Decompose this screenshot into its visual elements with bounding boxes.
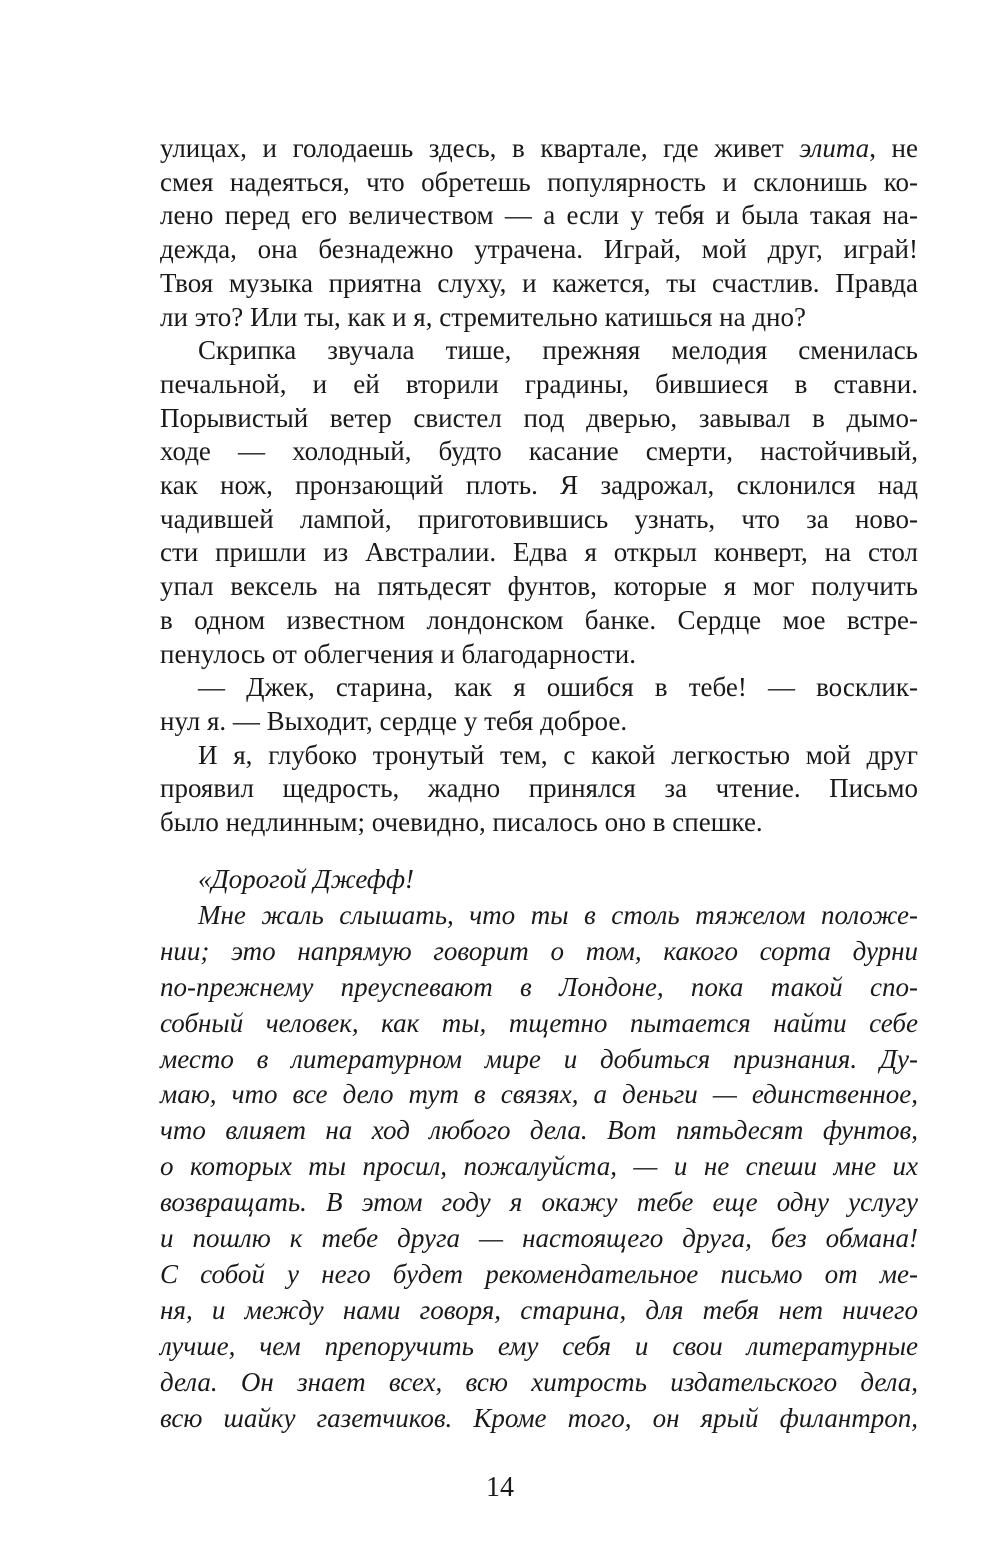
text-line: Порывистый ветер свистел под дверью, завывал в дымо- bbox=[160, 402, 918, 433]
letter-line: по-прежнему преуспевают в Лондоне, пока такой спо- bbox=[160, 971, 918, 1002]
italic-word: элита bbox=[799, 133, 870, 163]
text-line: сти пришли из Австралии. Едва я открыл конверт, на стол bbox=[160, 537, 918, 568]
letter-line: С собой у него будет рекомендательное письмо от ме- bbox=[160, 1258, 918, 1289]
text-line: Скрипка звучала тише, прежняя мелодия сменилась bbox=[198, 335, 918, 366]
letter-line: «Дорогой Джефф! bbox=[198, 864, 415, 894]
text-segment: улицах, и голодаешь здесь, в квартале, где живет bbox=[160, 133, 800, 163]
text-line: в одном известном лондонском банке. Сердце мое встре- bbox=[160, 604, 918, 635]
letter-line: ня, и между нами говоря, старина, для тебя нет ничего bbox=[160, 1294, 918, 1325]
text-line: проявил щедрость, жадно принялся за чтение. Письмо bbox=[160, 773, 918, 804]
text-line: как нож, пронзающий плоть. Я задрожал, склонился над bbox=[160, 470, 918, 500]
text-segment: , не bbox=[869, 133, 918, 163]
letter-line: лучше, чем препоручить ему себя и свои литературные bbox=[160, 1330, 918, 1361]
text-line: дежда, она безнадежно утрачена. Играй, мой друг, играй! bbox=[160, 234, 918, 265]
text-line bbox=[160, 132, 918, 165]
letter-line: и пошлю к тебе друга — настоящего друга, без обмана! bbox=[160, 1223, 918, 1253]
text-line: чадившей лампой, приготовившись узнать, что за ново- bbox=[160, 503, 918, 534]
text-line: печальной, и ей вторили градины, бившиеся в ставни. bbox=[160, 368, 918, 399]
letter-line: нии; это напрямую говорит о том, какого сорта дурни bbox=[160, 935, 918, 966]
text-line: Твоя музыка приятна слуху, и кажется, ты счастлив. Правда bbox=[160, 267, 918, 298]
text-line: упал вексель на пятьдесят фунтов, которые я мог получить bbox=[160, 571, 918, 602]
letter-line: возвращать. В этом году я окажу тебе еще одну услугу bbox=[160, 1187, 918, 1218]
letter-line: место в литературном мире и добиться признания. Ду- bbox=[160, 1043, 918, 1074]
text-line: — Джек, старина, как я ошибся в тебе! — восклик- bbox=[198, 672, 918, 703]
text-line: пенулось от облегчения и благодарности. bbox=[160, 638, 636, 669]
text-line: ходе — холодный, будто касание смерти, настойчивый, bbox=[160, 436, 918, 467]
letter-line: собный человек, как ты, тщетно пытается найти себе bbox=[160, 1007, 918, 1038]
text-line: было недлинным; очевидно, писалось оно в спешке. bbox=[160, 807, 763, 837]
letter-line: что влияет на ход любого дела. Вот пятьдесят фунтов, bbox=[160, 1115, 918, 1146]
text-line: И я, глубоко тронутый тем, с какой легкостью мой друг bbox=[198, 739, 918, 770]
letter-line: дела. Он знает всех, всю хитрость издательского дела, bbox=[160, 1366, 918, 1397]
page-number: 14 bbox=[486, 1472, 514, 1503]
text-line: смея надеяться, что обретешь популярность и склонишь ко- bbox=[160, 166, 918, 197]
letter-line: о которых ты просил, пожалуйста, — и не спеши мне их bbox=[160, 1151, 918, 1182]
letter-line: всю шайку газетчиков. Кроме того, он ярый филантроп, bbox=[160, 1402, 918, 1433]
text-line: лено перед его величеством — а если у тебя и была такая на- bbox=[160, 200, 918, 231]
text-line: нул я. — Выходит, сердце у тебя доброе. bbox=[160, 705, 628, 736]
text-line: ли это? Или ты, как и я, стремительно катишься на дно? bbox=[160, 301, 806, 332]
letter-line: Мне жаль слышать, что ты в столь тяжелом положе- bbox=[198, 899, 918, 930]
letter-line: маю, что все дело тут в связях, а деньги — единственное, bbox=[160, 1079, 918, 1110]
